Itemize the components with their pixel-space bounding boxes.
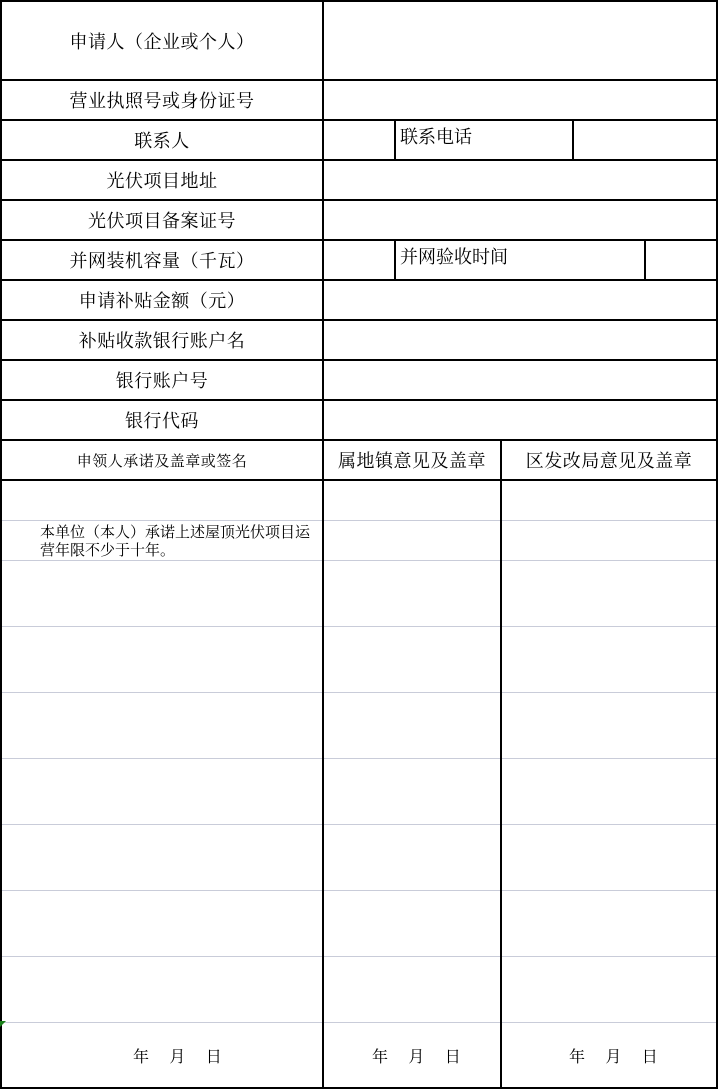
col-line [394, 239, 396, 281]
promise-text: 本单位（本人）承诺上述屋顶光伏项目运营年限不少于十年。 [40, 523, 311, 559]
subsidy-amount-field[interactable] [324, 281, 716, 319]
bank-account-no-field[interactable] [324, 361, 716, 399]
bank-account-name-label: 补贴收款银行账户名 [78, 331, 246, 352]
district-date: 年 月 日 [569, 1047, 658, 1066]
applicant-signature-area[interactable] [2, 481, 322, 1021]
pv-filing-no-label: 光伏项目备案证号 [88, 211, 236, 232]
col-line [394, 119, 396, 161]
contact-phone-field[interactable] [574, 121, 716, 159]
cell-marker-icon [0, 1021, 6, 1027]
district-signature-area[interactable] [502, 481, 716, 1021]
contact-person-field[interactable] [324, 121, 394, 159]
pv-address-label: 光伏项目地址 [106, 171, 218, 192]
grid-line [2, 1022, 718, 1023]
district-opinion-header: 区发改局意见及盖章 [525, 451, 693, 472]
applicant-promise-header: 申领人承诺及盖章或签名 [76, 451, 248, 470]
contact-person-label: 联系人 [134, 131, 190, 152]
bank-code-field[interactable] [324, 401, 716, 439]
subsidy-amount-label: 申请补贴金额（元） [78, 291, 246, 312]
applicant-field[interactable] [324, 2, 716, 79]
pv-address-field[interactable] [324, 161, 716, 199]
grid-acceptance-time-label: 并网验收时间 [400, 247, 508, 268]
town-opinion-header: 属地镇意见及盖章 [338, 451, 486, 472]
applicant-date: 年 月 日 [133, 1047, 222, 1066]
applicant-label: 申请人（企业或个人） [69, 31, 255, 53]
grid-acceptance-time-field[interactable] [646, 241, 716, 279]
town-signature-area[interactable] [324, 481, 500, 1021]
contact-phone-label: 联系电话 [400, 127, 472, 148]
license-or-id-label: 营业执照号或身份证号 [69, 91, 255, 112]
bank-account-no-label: 银行账户号 [115, 371, 209, 392]
town-date: 年 月 日 [372, 1047, 461, 1066]
bank-code-label: 银行代码 [125, 411, 199, 432]
grid-capacity-label: 并网装机容量（千瓦） [69, 251, 255, 272]
pv-filing-no-field[interactable] [324, 201, 716, 239]
bank-account-name-field[interactable] [324, 321, 716, 359]
license-or-id-field[interactable] [324, 81, 716, 119]
grid-capacity-field[interactable] [324, 241, 394, 279]
